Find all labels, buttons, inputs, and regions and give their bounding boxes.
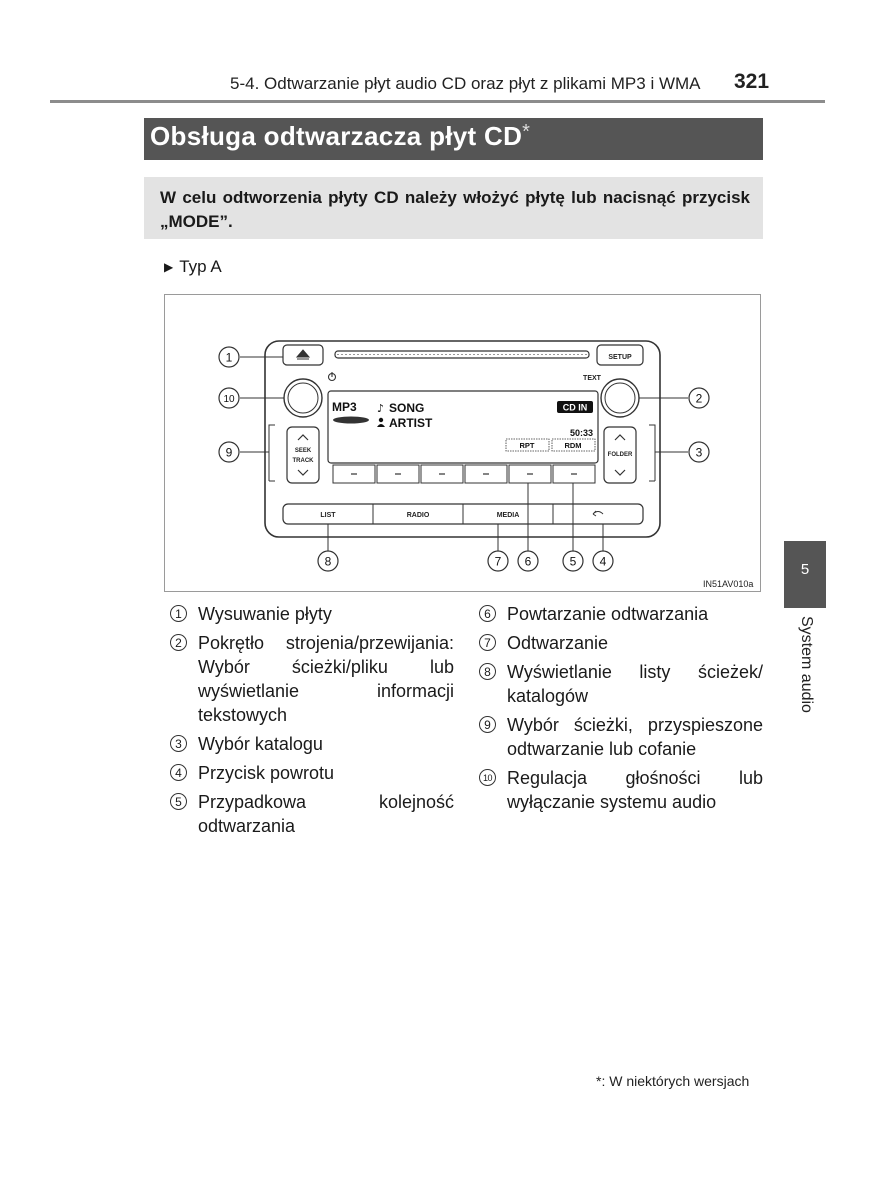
header-rule	[50, 100, 825, 103]
radio-label: RADIO	[406, 512, 430, 519]
chapter-label: System audio	[798, 616, 815, 713]
list-label: LIST	[320, 512, 336, 519]
type-label	[164, 257, 222, 277]
legend-text: Wybór ścieżki, przyspieszone odtwarzanie lub cofanie	[507, 715, 763, 759]
legend-num: 7	[479, 634, 496, 651]
legend-item	[479, 602, 763, 626]
legend-text: Wybór katalogu	[198, 734, 323, 754]
chapter-number: 5	[800, 561, 810, 578]
legend-num: 2	[170, 634, 187, 651]
legend-item	[170, 602, 454, 626]
callout-9-label: 9	[225, 445, 233, 460]
volume-knob	[284, 379, 322, 417]
legend-text: Powtarzanie odtwarzania	[507, 604, 709, 624]
callout-2-label: 2	[695, 391, 703, 406]
legend-item	[479, 631, 763, 655]
legend-text: Wysuwanie płyty	[198, 604, 332, 624]
legend-item	[170, 631, 454, 727]
radio-diagram	[165, 295, 762, 593]
legend-text: Odtwarzanie	[507, 633, 609, 653]
section-title	[150, 121, 530, 152]
triangle-right-icon: ▶	[164, 260, 174, 274]
legend-item	[170, 761, 454, 785]
seek-label: SEEK	[294, 448, 312, 454]
legend-item	[170, 790, 454, 838]
callout-10-label: 10	[223, 394, 235, 405]
media-label: MEDIA	[496, 512, 520, 519]
text-label: TEXT	[583, 375, 601, 382]
type-label-text: Typ A	[179, 257, 222, 276]
display-time: 50:33	[569, 428, 593, 438]
folder-label: FOLDER	[607, 452, 633, 458]
disc-icon	[333, 417, 369, 424]
legend-item	[479, 713, 763, 761]
legend-text: Pokrętło strojenia/przewijania: Wybór ścieżki/pliku lub wyświetlanie informacji tekstowych	[198, 633, 454, 725]
legend-right	[479, 602, 763, 819]
callout-6-label: 6	[524, 554, 532, 569]
legend-item	[170, 732, 454, 756]
legend-num: 4	[170, 764, 187, 781]
legend-text: Przycisk powrotu	[198, 763, 335, 783]
display-mp3: MP3	[332, 400, 357, 414]
callout-8-label: 8	[324, 554, 332, 569]
legend-num: 3	[170, 735, 187, 752]
callout-4-label: 4	[599, 554, 607, 569]
running-header: 5-4. Odtwarzanie płyt audio CD oraz płyt z plikami MP3 i WMA	[230, 74, 701, 93]
display-rdm: RDM	[564, 441, 582, 450]
section-title-text: Obsługa odtwarzacza płyt CD	[150, 121, 523, 151]
callout-7-label: 7	[494, 554, 502, 569]
setup-label: SETUP	[608, 354, 632, 361]
footnote: *: W niektórych wersjach	[596, 1073, 750, 1089]
display-artist: ARTIST	[389, 416, 433, 430]
callout-3-label: 3	[695, 445, 703, 460]
legend-num: 6	[479, 605, 496, 622]
radio-illustration	[164, 294, 761, 592]
legend-text: Wyświetlanie listy ścieżek/ katalogów	[507, 662, 763, 706]
figure-code: IN51AV010a	[703, 579, 754, 589]
note-icon: ♪	[377, 402, 385, 415]
display-rpt: RPT	[519, 441, 535, 450]
legend-text: Regulacja głośności lub wyłączanie systemu audio	[507, 768, 763, 812]
intro-text: W celu odtworzenia płyty CD należy włożyć płytę lub nacisnąć przycisk „MODE”.	[160, 188, 750, 231]
callout-5-label: 5	[569, 554, 577, 569]
legend-num: 9	[479, 716, 496, 733]
person-icon	[379, 418, 383, 422]
page-number: 321	[734, 70, 770, 93]
display-cd-in: CD IN	[562, 402, 588, 413]
callout-1-label: 1	[225, 350, 233, 365]
legend-item	[479, 766, 763, 814]
legend-num: 1	[170, 605, 187, 622]
legend-num: 10	[479, 769, 496, 786]
display-song: SONG	[389, 401, 425, 415]
legend-left	[170, 602, 454, 843]
legend-num: 8	[479, 663, 496, 680]
section-title-star: *	[522, 121, 531, 143]
track-label: TRACK	[292, 458, 314, 464]
legend-num: 5	[170, 793, 187, 810]
legend-item	[479, 660, 763, 708]
tune-knob	[601, 379, 639, 417]
legend-text: Przypadkowa kolejność odtwarzania	[198, 792, 454, 836]
